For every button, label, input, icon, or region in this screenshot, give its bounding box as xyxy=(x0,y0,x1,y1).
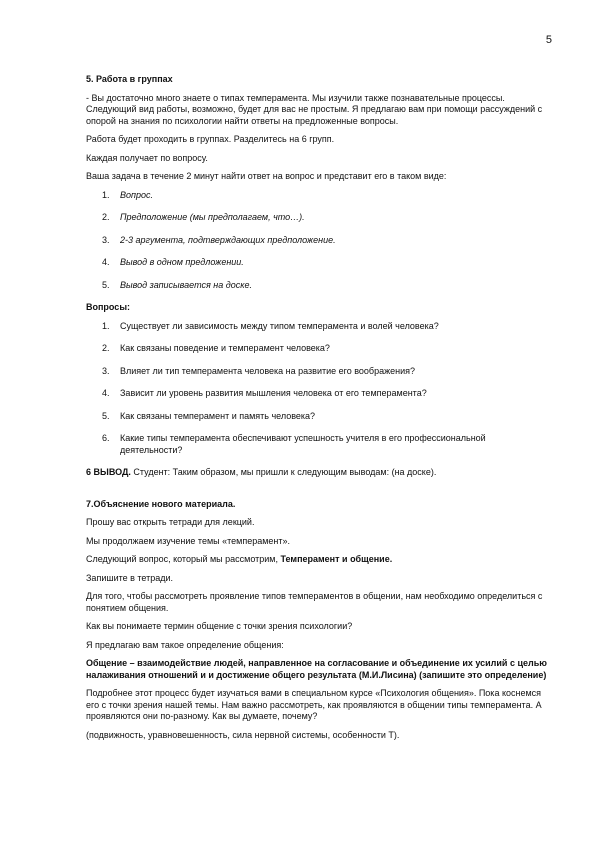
list-number: 2. xyxy=(102,343,110,353)
list-number: 1. xyxy=(102,189,110,200)
list-item-text: Какие типы темперамента обеспечивают успешность учителя в его профессиональной деятельности? xyxy=(120,433,486,455)
list-item-text: Предположение (мы предполагаем, что…). xyxy=(120,212,305,222)
list-number: 4. xyxy=(102,257,110,267)
list-number: 5. xyxy=(102,410,110,421)
section-7-paragraph: Для того, чтобы рассмотреть проявление типов темпераментов в общении, нам необходимо определиться с понятием общения. xyxy=(86,591,543,613)
list-number: 1. xyxy=(102,320,110,331)
section-5-task: Ваша задача в течение 2 минут найти ответ на вопрос и представит его в таком виде: xyxy=(86,171,447,181)
section-7-paragraph: Подробнее этот процесс будет изучаться вами в специальном курсе «Психология общения». Пока коснемся его с точки зрения нашей темы. Нам важно рассмотреть, как проявляются в общении типы темперамента. А проявляются они по-разному. Как вы думаете, почему? xyxy=(86,688,542,721)
list-item xyxy=(86,411,548,423)
list-item-text: Как связаны поведение и темперамент человека? xyxy=(120,343,330,353)
list-item-text: Существует ли зависимость между типом темперамента и волей человека? xyxy=(120,320,439,331)
list-item xyxy=(86,235,548,247)
list-number: 6. xyxy=(102,433,110,443)
task-steps-list xyxy=(86,190,548,292)
list-number: 5. xyxy=(102,279,110,290)
list-item-text: Как связаны темперамент и память человека? xyxy=(120,410,316,421)
list-item-text: Зависит ли уровень развития мышления человека от его темперамента? xyxy=(120,388,427,398)
list-number: 2. xyxy=(102,212,110,222)
section-7-paragraph: (подвижность, уравновешенность, сила нервной системы, особенности Т). xyxy=(86,729,400,740)
list-item-text: Вопрос. xyxy=(120,189,153,200)
section-6-text: Студент: Таким образом, мы пришли к следующим выводам: (на доске). xyxy=(130,467,437,477)
communication-definition: Общение – взаимодействие людей, направленное на согласование и объединение их усилий с целью налаживания отношений и и достижение общего результата (М.И.Лисина) (запишите это определение) xyxy=(86,658,547,680)
section-7-paragraph: Запишите в тетради. xyxy=(86,572,174,583)
section-6-label: 6 ВЫВОД. xyxy=(86,467,131,477)
section-5-heading: 5. Работа в группах xyxy=(86,74,173,84)
topic-title: Темперамент и общение. xyxy=(280,554,393,564)
section-6-conclusion xyxy=(86,467,548,479)
questions-list xyxy=(86,321,548,457)
list-item xyxy=(86,343,548,355)
list-number: 4. xyxy=(102,388,110,398)
list-item-text: 2-3 аргумента, подтверждающих предположение. xyxy=(120,234,336,245)
section-7-paragraph xyxy=(86,554,548,566)
questions-heading: Вопросы: xyxy=(86,302,130,312)
list-number: 3. xyxy=(102,234,110,245)
section-7-paragraph: Мы продолжаем изучение темы «темперамент». xyxy=(86,535,291,546)
list-item xyxy=(86,212,548,224)
paragraph-text: Следующий вопрос, который мы рассмотрим, xyxy=(86,554,281,564)
section-7-paragraph: Я предлагаю вам такое определение общения: xyxy=(86,639,284,650)
list-item xyxy=(86,388,548,400)
list-item-text: Вывод в одном предложении. xyxy=(120,257,244,267)
section-5-each: Каждая получает по вопросу. xyxy=(86,152,208,163)
list-item-text: Влияет ли тип темперамента человека на развитие его воображения? xyxy=(120,365,415,376)
list-item xyxy=(86,280,548,292)
list-item xyxy=(86,257,548,269)
document-body xyxy=(86,74,548,748)
section-5-intro: - Вы достаточно много знаете о типах темперамента. Мы изучили также познавательные процессы. Следующий вид работы, возможно, будет для вас не простым. Я предлагаю вам при помощи рассуждений с опорой на знания по психологии найти ответы на предложенные вопросы. xyxy=(86,92,543,126)
section-7-heading: 7.Объяснение нового материала. xyxy=(86,498,236,509)
section-5-groups: Работа будет проходить в группах. Разделитесь на 6 групп. xyxy=(86,134,335,144)
page-number: 5 xyxy=(545,34,552,46)
list-item xyxy=(86,321,548,333)
section-7-paragraph: Как вы понимаете термин общение с точки зрения психологии? xyxy=(86,621,353,631)
section-7-paragraph: Прошу вас открыть тетради для лекций. xyxy=(86,517,255,527)
list-number: 3. xyxy=(102,365,110,376)
list-item xyxy=(86,366,548,378)
list-item-text: Вывод записывается на доске. xyxy=(120,279,252,290)
list-item xyxy=(86,190,548,202)
list-item xyxy=(86,433,548,456)
